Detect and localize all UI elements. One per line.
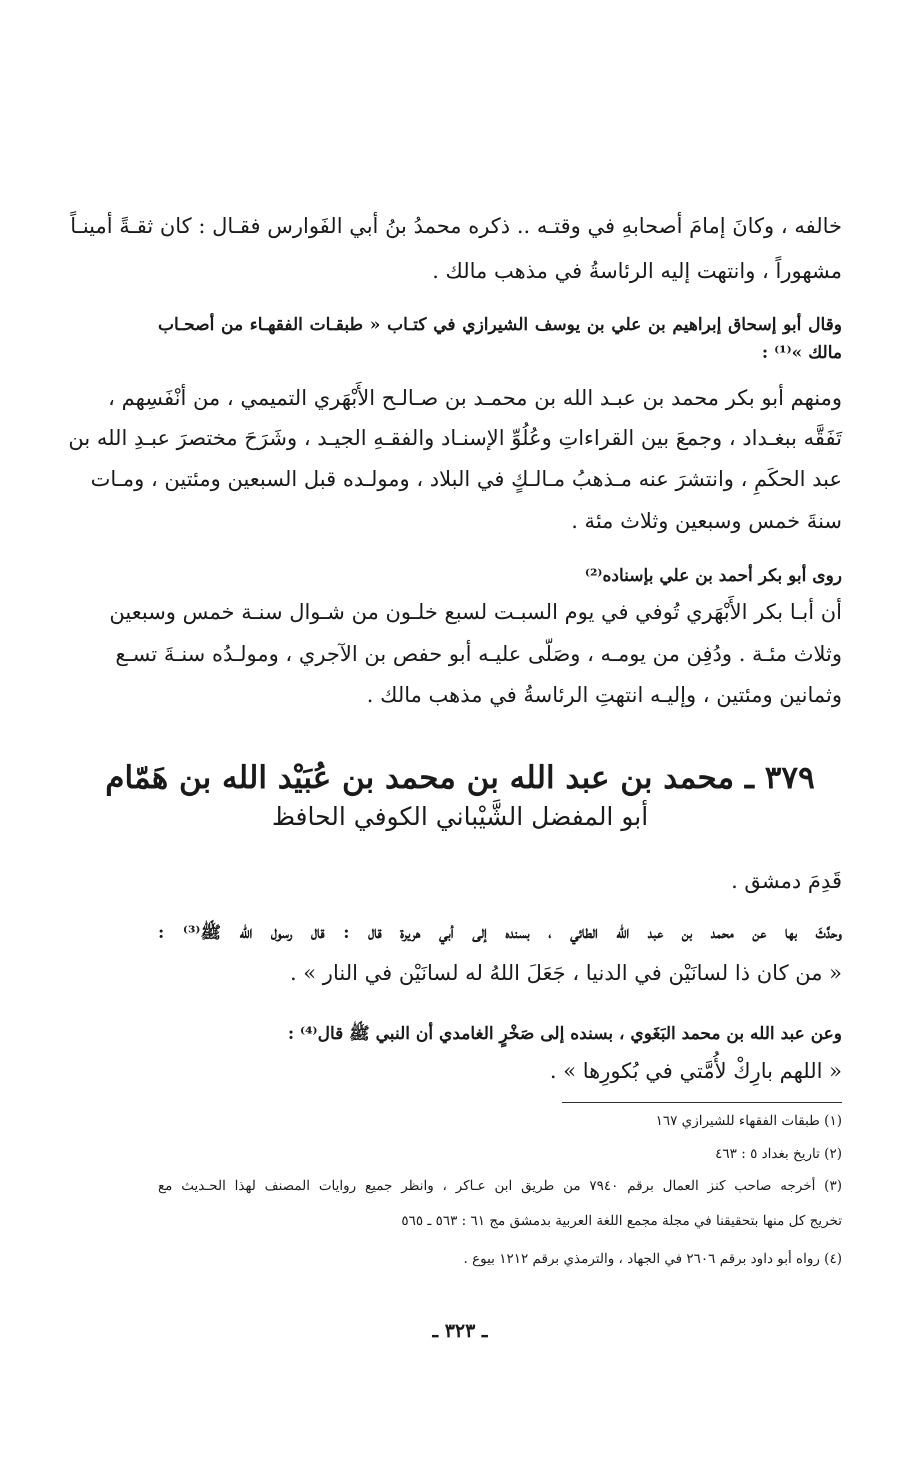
paragraph-1-line-1: خالفه ، وكانَ إمامَ أصحابهِ في وقتـه .. ذكره محمدُ بنُ أبي الفَوارس فقـال : كان ثقـةً أمينـاً (70, 214, 842, 238)
page-number: ـ ٣٢٣ ـ (432, 1320, 488, 1342)
quote-1-line-2: مالك »⁽¹⁾ : (761, 343, 842, 363)
hadith-2-chain: وعن عبد الله بن محمد البَغَوي ، بسنده إلى صَخْرٍ الغامدي أن النبي ﷺ قال⁽⁴⁾ : (287, 1024, 842, 1044)
footnote-4: (٤) رواه أبو داود برقم ٢٦٠٦ في الجهاد ، والترمذي برقم ١٢١٢ بيوع . (463, 1251, 842, 1267)
hadith-2-text: « اللهم بارِكْ لأُمَّتي في بُكورِها » . (549, 1059, 842, 1083)
footnote-3-line-2: تخريج كل منها بتحقيقنا في مجلة مجمع اللغة العربية بدمشق مج ٦١ : ٥٦٣ ـ ٥٦٥ (401, 1213, 842, 1229)
entry-subtitle: أبو المفضل الشَّيْباني الكوفي الحافظ (271, 802, 649, 831)
footnote-2: (٢) تاريخ بغداد ٥ : ٤٦٣ (715, 1146, 842, 1162)
paragraph-2-line-3: عبد الحكَمِ ، وانتشرَ عنه مـذهبُ مـالـكٍ في البلاد ، ومولـده قبل السبعين ومئتين ، ومـات (90, 467, 842, 491)
hadith-1-chain: وحدَّثَ بها عن محمد بن عبد الله الطائي ، بسنده إلى أبي هريرة قال : قال رسول الله ﷺ⁽³⁾ : (158, 923, 842, 943)
hadith-1-text: « من كان ذا لسانَيْن في الدنيا ، جَعَلَ اللهُ له لسانَيْن في النار » . (289, 961, 842, 985)
footnote-1: (١) طبقات الفقهاء للشيرازي ١٦٧ (655, 1113, 842, 1129)
quote-2-line-1: روى أبو بكر أحمد بن علي بإسناده⁽²⁾ (584, 566, 842, 586)
paragraph-2-line-1: ومنهم أبو بكر محمد بن عبـد الله بن محمـد بن صـالـح الأَبْهَري التميمي ، من أنْفَسِهم ، (108, 386, 842, 410)
quote-1-line-1: وقال أبو إسحاق إبراهيم بن علي بن يوسف الشيرازي في كتـاب « طبقـات الفقهـاء من أصحـاب (158, 315, 842, 335)
paragraph-2-line-2: تَفَقَّه ببغـداد ، وجمعَ بين القراءاتِ وعُلُوِّ الإسنـاد والفقـهِ الجيـد ، وشَرَحَ مختصرَ عبـدِ الله بن (68, 426, 842, 450)
footnote-3-line-1: (٣) أخرجه صاحب كنز العمال برقم ٧٩٤٠ من طريق ابن عـاكر ، وانظر جميع روايات المصنف لهذا الحـديث مع (158, 1178, 842, 1194)
paragraph-3-line-3: وثمانين ومئتين ، وإليـه انتهتِ الرئاسةُ في مذهب مالك . (366, 683, 842, 707)
entry-title: ٣٧٩ ـ محمد بن عبد الله بن محمد بن عُبَيْد الله بن هَمّام (105, 760, 815, 796)
footnote-divider (562, 1102, 842, 1103)
paragraph-3-line-2: وثلاث مئـة . ودُفِن من يومـه ، وصَلّى عليـه أبو حفص بن الآجري ، ومولـدُه سنـةَ تسـع (115, 642, 842, 666)
paragraph-1-line-2: مشهوراً ، وانتهت إليه الرئاسةُ في مذهب مالك . (432, 259, 842, 283)
paragraph-2-line-4: سنةَ خمس وسبعين وثلاث مئة . (571, 509, 842, 533)
paragraph-4-line-1: قَدِمَ دمشق . (731, 869, 842, 893)
paragraph-3-line-1: أن أبـا بكر الأَبْهَري تُوفي في يوم السبـت لسبع خلـون من شـوال سنـة خمس وسبعين (109, 600, 842, 624)
